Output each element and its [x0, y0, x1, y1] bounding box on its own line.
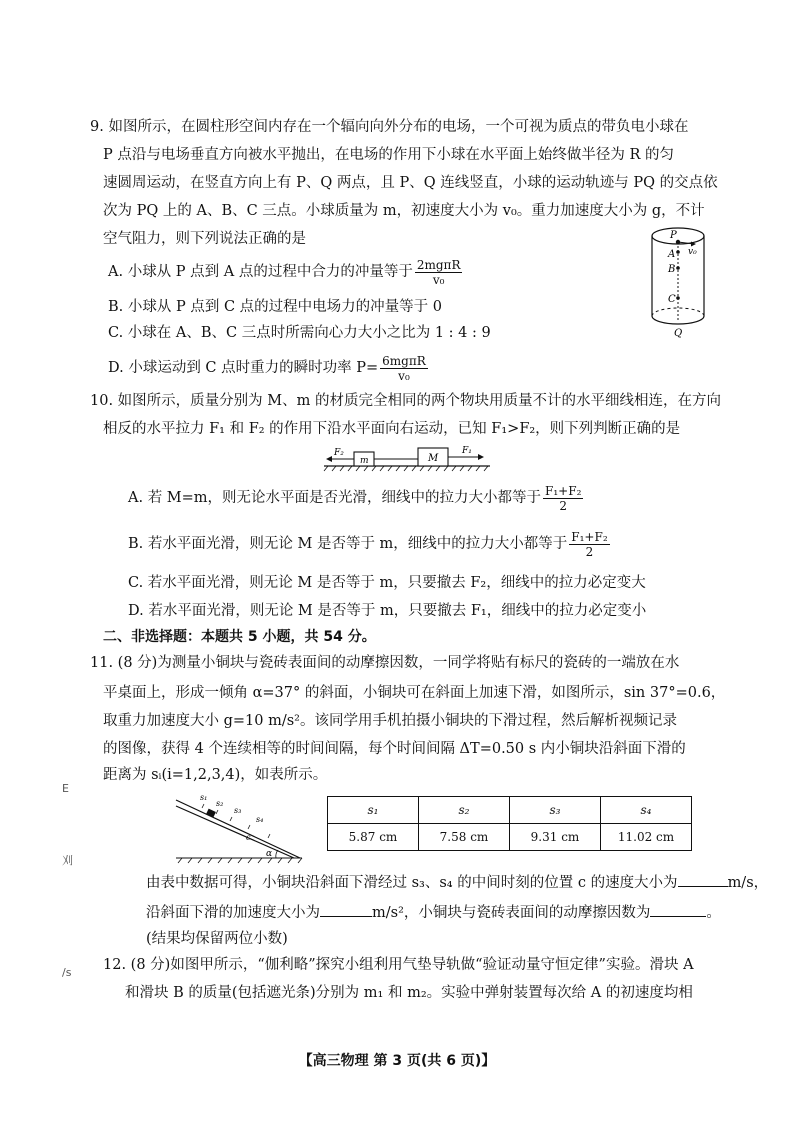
q11-incline-figure [172, 786, 308, 866]
q9-option-b[interactable]: B. 小球从 P 点到 C 点的过程中电场力的冲量等于 0 [108, 299, 442, 315]
q10-option-b-fraction [569, 530, 609, 559]
q10-option-b-denominator: 2 [585, 544, 594, 559]
fig-label-f2: F₂ [334, 448, 344, 458]
fig-label-f1: F₁ [462, 446, 472, 456]
q9-option-d[interactable] [108, 352, 428, 384]
q10-option-a-fraction [543, 484, 583, 513]
q10-blocks-figure [318, 444, 496, 474]
table-header-cell: s₂ [419, 797, 510, 824]
q11-line-2: 平桌面上，形成一倾角 α=37° 的斜面，小铜块可在斜面上加速下滑，如图所示，sin 37°=0.6， [103, 685, 726, 701]
q9-option-a-numerator: 2mgπR [416, 257, 461, 272]
q11-answer-1-prompt: 由表中数据可得，小铜块沿斜面下滑经过 s₃、s₄ 的中间时刻的位置 c 的速度大小为 [146, 875, 678, 891]
q10-option-b[interactable] [128, 528, 610, 560]
q9-option-a-fraction [415, 258, 463, 287]
q9-option-d-numerator: 6mgπR [382, 353, 426, 368]
fig-label-s4: s₄ [256, 815, 264, 824]
q12-line-1: 12. (8 分)如图甲所示，“伽利略”探究小组利用气垫导轨做“验证动量守恒定律”实验。滑块 A [103, 957, 694, 973]
q11-precision-note: (结果均保留两位小数) [146, 931, 288, 947]
q10-option-a[interactable] [128, 482, 583, 514]
q10-option-c[interactable]: C. 若水平面光滑，则无论 M 是否等于 m，只要撤去 F₂，细线中的拉力必定变大 [128, 575, 646, 591]
q11-answer-2-end: 。 [706, 905, 721, 921]
fig-label-q: Q [674, 328, 683, 339]
answer-blank-friction[interactable] [650, 902, 706, 917]
q11-data-table [327, 796, 692, 851]
q11-line-4: 的图像，获得 4 个连续相等的时间间隔，每个时间间隔 ΔT=0.50 s 内小铜块沿斜面下滑的 [103, 741, 686, 757]
table-cell: 5.87 cm [328, 824, 419, 851]
margin-mark: 刈 [62, 854, 73, 867]
q9-option-d-fraction [380, 354, 428, 383]
q9-cylinder-figure [640, 222, 720, 342]
q9-option-a-text: A. 小球从 P 点到 A 点的过程中合力的冲量等于 [108, 264, 413, 280]
fig-label-s2: s₂ [216, 799, 224, 808]
q11-line-3: 取重力加速度大小 g=10 m/s²。该同学用手机拍摄小铜块的下滑过程，然后解析视频记录 [103, 713, 677, 729]
q9-line-2: P 点沿与电场垂直方向被水平抛出，在电场的作用下小球在水平面上始终做半径为 R 的匀 [103, 147, 674, 163]
page-footer: 【高三物理 第 3 页(共 6 页)】 [298, 1053, 496, 1069]
fig-label-s1: s₁ [200, 793, 208, 802]
table-header-cell: s₁ [328, 797, 419, 824]
q11-line-5: 距离为 sᵢ(i=1,2,3,4)，如表所示。 [103, 767, 328, 783]
table-cell: 11.02 cm [601, 824, 692, 851]
q10-option-b-numerator: F₁+F₂ [571, 529, 608, 544]
fig-label-c: C [668, 294, 676, 305]
q9-option-d-text: D. 小球运动到 C 点时重力的瞬时功率 P= [108, 360, 379, 376]
q11-answer-2-unit: m/s²，小铜块与瓷砖表面间的动摩擦因数为 [372, 905, 651, 921]
q10-line-2: 相反的水平拉力 F₁ 和 F₂ 的作用下沿水平面向右运动，已知 F₁>F₂，则下列判断正确的是 [103, 421, 681, 437]
answer-blank-acceleration[interactable] [320, 902, 372, 917]
q9-line-3: 速圆周运动，在竖直方向上有 P、Q 两点，且 P、Q 连线竖直，小球的运动轨迹与 PQ 的交点依 [103, 175, 718, 191]
q10-option-d[interactable]: D. 若水平面光滑，则无论 M 是否等于 m，只要撤去 F₁，细线中的拉力必定变小 [128, 603, 647, 619]
q9-line-5: 空气阻力，则下列说法正确的是 [103, 231, 306, 247]
fig-label-alpha: α [266, 849, 273, 859]
fig-label-big-m: M [428, 453, 439, 464]
q9-option-c[interactable]: C. 小球在 A、B、C 三点时所需向心力大小之比为 1 : 4 : 9 [108, 325, 491, 341]
table-cell: 9.31 cm [510, 824, 601, 851]
fig-label-v0: v₀ [688, 247, 697, 257]
table-row [328, 824, 692, 851]
q11-answer-2-prompt: 沿斜面下滑的加速度大小为 [146, 905, 320, 921]
section-heading-nonchoice: 二、非选择题：本题共 5 小题，共 54 分。 [103, 629, 376, 645]
fig-label-c-point: c [246, 833, 251, 842]
table-header-cell: s₃ [510, 797, 601, 824]
fig-label-b: B [668, 264, 676, 275]
q12-line-2: 和滑块 B 的质量(包括遮光条)分别为 m₁ 和 m₂。实验中弹射装置每次给 A 的初速度均相 [125, 985, 693, 1001]
q9-option-a-denominator: v₀ [432, 272, 445, 287]
q10-option-a-denominator: 2 [559, 498, 568, 513]
q10-option-a-numerator: F₁+F₂ [545, 483, 582, 498]
table-header-cell: s₄ [601, 797, 692, 824]
q10-option-a-text: A. 若 M=m，则无论水平面是否光滑，细线中的拉力大小都等于 [128, 490, 542, 506]
fig-label-s3: s₃ [234, 806, 242, 815]
q10-option-b-text: B. 若水平面光滑，则无论 M 是否等于 m，细线中的拉力大小都等于 [128, 536, 568, 552]
q11-line-1: 11. (8 分)为测量小铜块与瓷砖表面间的动摩擦因数，一同学将贴有标尺的瓷砖的一端放在水 [90, 655, 680, 671]
fig-label-p: P [670, 230, 677, 241]
q9-option-a[interactable] [108, 256, 462, 288]
fig-label-m: m [360, 456, 369, 466]
answer-blank-velocity[interactable] [678, 872, 728, 887]
q11-answer-line-2 [146, 902, 721, 922]
q10-line-1: 10. 如图所示，质量分别为 M、m 的材质完全相同的两个物块用质量不计的水平细线相连，在方向 [90, 393, 721, 409]
table-header-row [328, 797, 692, 824]
q9-line-1: 9. 如图所示，在圆柱形空间内存在一个辐向向外分布的电场，一个可视为质点的带负电小球在 [90, 119, 689, 135]
q9-line-4: 次为 PQ 上的 A、B、C 三点。小球质量为 m，初速度大小为 v₀。重力加速度大小为 g，不计 [103, 203, 705, 219]
margin-mark: /s [62, 966, 72, 979]
q11-answer-line-1 [146, 872, 768, 892]
table-cell: 7.58 cm [419, 824, 510, 851]
fig-label-a: A [668, 249, 676, 260]
q11-answer-1-unit: m/s， [727, 875, 769, 891]
margin-mark: E [62, 782, 69, 795]
q9-option-d-denominator: v₀ [398, 368, 410, 383]
